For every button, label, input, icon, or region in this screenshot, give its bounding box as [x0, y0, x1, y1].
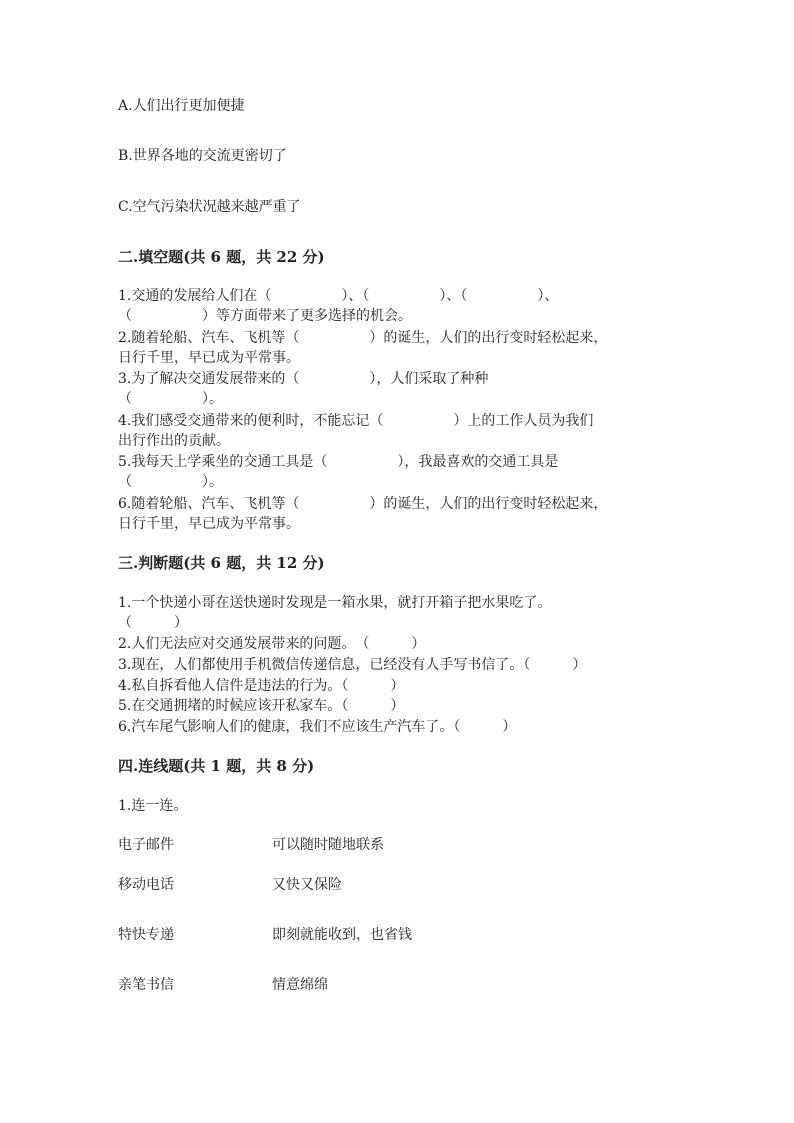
- fill-line: 出行作出的贡献。: [118, 433, 230, 449]
- fill-line: 1.交通的发展给人们在（ ）、（ ）、（ ）、: [118, 288, 559, 304]
- match-right-item: 情意绵绵: [272, 977, 328, 993]
- fill-line: 日行千里，早已成为平常事。: [118, 516, 300, 532]
- match-right-item: 又快又保险: [272, 877, 342, 893]
- match-section-title: 四.连线题(共 1 题，共 8 分): [118, 757, 315, 775]
- judge-section-title: 三.判断题(共 6 题，共 12 分): [118, 554, 325, 572]
- judge-line: 6.汽车尾气影响人们的健康，我们不应该生产汽车了。（ ）: [118, 719, 517, 735]
- fill-line: 日行千里，早已成为平常事。: [118, 350, 300, 366]
- fill-line: （ ）。: [118, 391, 223, 407]
- judge-line: 1.一个快递小哥在送快递时发现是一箱水果，就打开箱子把水果吃了。: [118, 595, 552, 611]
- fill-line: 6.随着轮船、汽车、飞机等（ ）的诞生，人们的出行变时轻松起来，: [118, 496, 608, 512]
- match-right-item: 即刻就能收到，也省钱: [272, 927, 412, 943]
- fill-line: （ ）。: [118, 474, 223, 490]
- judge-line: 4.私自拆看他人信件是违法的行为。（ ）: [118, 678, 405, 694]
- match-left-item: 电子邮件: [118, 837, 174, 853]
- fill-line: 5.我每天上学乘坐的交通工具是（ ），我最喜欢的交通工具是: [118, 454, 559, 470]
- judge-line: 2.人们无法应对交通发展带来的问题。 （ ）: [118, 636, 426, 652]
- choice-a: A.人们出行更加便捷: [118, 98, 245, 114]
- fill-line: 2.随着轮船、汽车、飞机等（ ）的诞生，人们的出行变时轻松起来，: [118, 330, 608, 346]
- judge-line: 5.在交通拥堵的时候应该开私家车。（ ）: [118, 698, 405, 714]
- choice-b: B.世界各地的交流更密切了: [118, 148, 287, 164]
- fill-line: 3.为了解决交通发展带来的（ ），人们采取了种种: [118, 371, 489, 387]
- match-question: 1.连一连。: [118, 798, 188, 814]
- match-left-item: 特快专递: [118, 927, 174, 943]
- choice-c: C.空气污染状况越来越严重了: [118, 199, 301, 215]
- judge-line: 3.现在，人们都使用手机微信传递信息，已经没有人手写书信了。（ ）: [118, 657, 587, 673]
- fill-section-title: 二.填空题(共 6 题，共 22 分): [118, 248, 325, 266]
- judge-line: （ ）: [118, 615, 188, 631]
- fill-line: 4.我们感受交通带来的便利时，不能忘记（ ）上的工作人员为我们: [118, 413, 594, 429]
- match-left-item: 亲笔书信: [118, 977, 174, 993]
- match-right-item: 可以随时随地联系: [272, 837, 384, 853]
- match-left-item: 移动电话: [118, 877, 174, 893]
- fill-line: （ ）等方面带来了更多选择的机会。: [118, 308, 412, 324]
